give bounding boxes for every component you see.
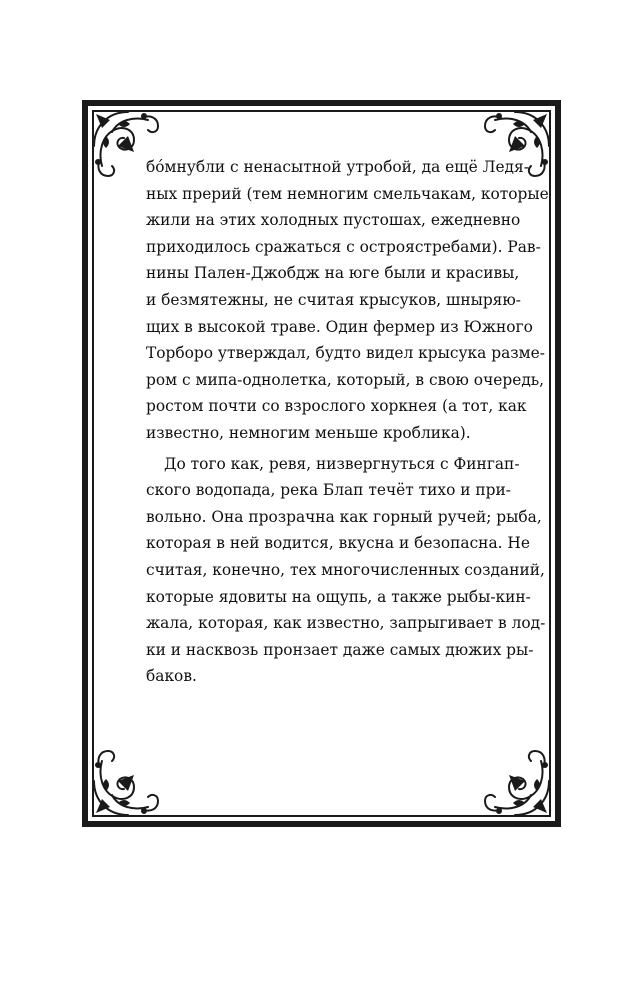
text-line: считая, конечно, тех многочисленных созданий, — [146, 560, 545, 579]
corner-ornament-bottom-right — [475, 741, 555, 821]
text-line: ных прерий (тем немногим смельчакам, которые — [146, 184, 549, 203]
text-line: ки и насквозь пронзает даже самых дюжих ры- — [146, 640, 534, 659]
text-line: бóмнубли с ненасытной утробой, да ещё Ледя- — [146, 158, 529, 176]
text-line: приходилось сражаться с остроястребами). Рав- — [146, 237, 541, 256]
text-line: и безмятежны, не считая крысуков, шныряю- — [146, 290, 521, 309]
corner-ornament-bottom-left — [88, 741, 168, 821]
text-line: Торборо утверждал, будто видел крысука разме- — [146, 344, 545, 363]
text-line: баков. — [146, 667, 197, 686]
text-line: ром с мипа-однолетка, который, в свою очередь, — [146, 370, 545, 389]
text-line: жили на этих холодных пустошах, ежедневно — [146, 211, 521, 230]
text-line: жала, которая, как известно, запрыгивает в лод- — [146, 614, 546, 633]
text-line: ростом почти со взрослого хоркнея (а тот, как — [146, 397, 527, 416]
text-line: вольно. Она прозрачна как горный ручей; рыба, — [146, 507, 542, 526]
body-text — [146, 154, 549, 690]
flourish-corner-icon — [88, 741, 168, 821]
paragraph-2 — [146, 451, 546, 690]
text-line: ского водопада, река Блап течёт тихо и при- — [146, 481, 511, 500]
text-line: которые ядовиты на ощупь, а также рыбы-кин- — [146, 587, 531, 606]
text-line: щих в высокой траве. Один фермер из Южного — [146, 317, 533, 336]
text-line: нины Пален-Джобдж на юге были и красивы, — [146, 264, 520, 283]
flourish-corner-icon — [475, 741, 555, 821]
text-line: которая в ней водится, вкусна и безопасна. Не — [146, 534, 530, 553]
text-line: известно, немногим меньше кроблика). — [146, 423, 471, 442]
text-line: До того как, ревя, низвергнуться с Фингап- — [164, 454, 520, 473]
paragraph-1 — [146, 154, 549, 447]
